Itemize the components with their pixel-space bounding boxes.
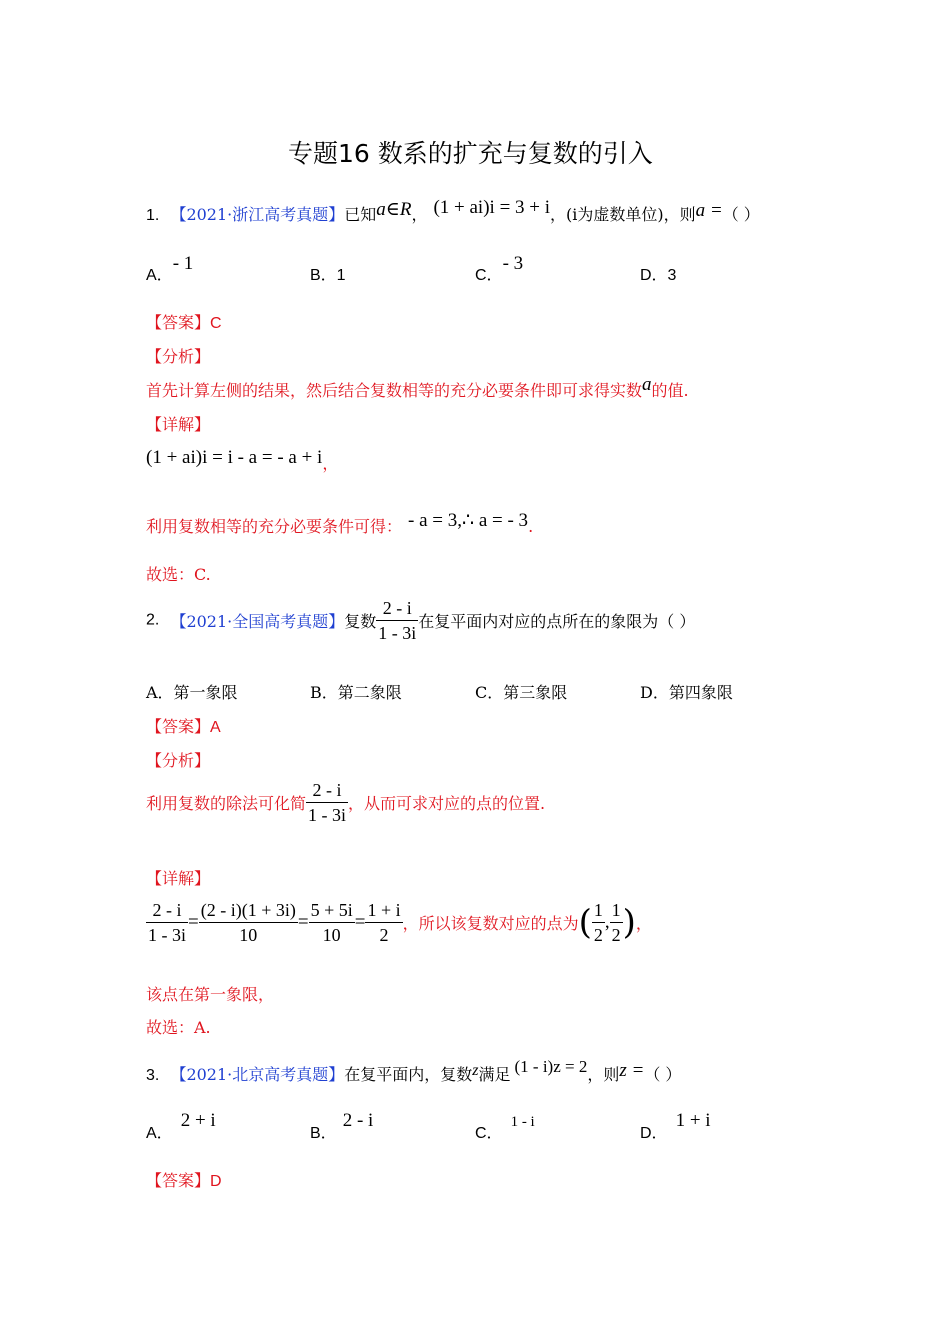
numerator: 1 — [592, 898, 605, 923]
question-text: 在复平面内，复数 — [344, 1065, 473, 1084]
numerator: 5 + 5i — [309, 898, 355, 923]
option-value: - 1 — [172, 253, 194, 274]
denominator: 10 — [239, 925, 258, 945]
option-a: A．第一象限 — [146, 683, 238, 702]
question-text-3: ，则 — [587, 1065, 620, 1084]
analysis-end: 的值. — [651, 381, 689, 400]
option-label: C． — [475, 1125, 503, 1142]
analysis-text — [146, 374, 689, 402]
point-y — [610, 898, 623, 947]
answer-value: A — [210, 719, 221, 736]
equals-sign: = — [188, 911, 199, 933]
page-title: 专题16 数系的扩充与复数的引入 — [288, 139, 653, 168]
math-z: z = — [619, 1060, 645, 1081]
left-paren: ( — [578, 902, 592, 943]
fraction-3 — [309, 898, 355, 947]
math-a: a — [642, 374, 652, 395]
question-text: 复数 — [344, 612, 377, 631]
detail-line-1 — [146, 898, 652, 947]
question-text-2: 在复平面内对应的点所在的象限为（ ） — [418, 612, 696, 631]
math-equation: (1 - i)z = 2 — [514, 1057, 588, 1076]
comma: ， — [322, 454, 339, 473]
fraction-1 — [146, 898, 188, 947]
option-b: B．第二象限 — [310, 683, 402, 702]
answer-label: 【答案】 — [146, 717, 211, 736]
answer-line — [146, 714, 221, 737]
comma: ， — [411, 205, 428, 224]
option-value: 2 - i — [342, 1110, 374, 1131]
numerator: 1 — [610, 898, 623, 923]
question-number: 1. — [146, 207, 160, 224]
analysis-body: 利用复数的除法可化简 — [146, 794, 307, 813]
period: . — [528, 517, 534, 536]
detail-line-2 — [146, 510, 534, 538]
numerator: 1 + i — [365, 898, 402, 923]
detail-label: 【详解】 — [146, 415, 211, 434]
question-text: 已知 — [344, 205, 377, 224]
option-label: B． — [310, 1125, 337, 1142]
equals-sign: = — [354, 911, 366, 933]
equals-sign: = — [297, 911, 309, 933]
option-value: 1 - i — [510, 1114, 535, 1130]
option-c — [475, 1114, 535, 1143]
option-b — [310, 262, 346, 285]
math-condition: a∈R — [376, 199, 412, 220]
option-a — [146, 1110, 216, 1144]
question-2 — [146, 596, 695, 645]
source-tag: 【2021·浙江高考真题】 — [170, 205, 345, 224]
math-equation: (1 + ai)i = 3 + i — [433, 197, 551, 218]
numerator: 2 - i — [376, 596, 418, 621]
answer-line — [146, 1168, 222, 1191]
answer-paren: （ ） — [722, 205, 760, 224]
question-text-2: ，(i为虚数单位)，则 — [550, 205, 696, 224]
option-label: B．1 — [310, 267, 346, 284]
option-d: D．第四象限 — [640, 683, 733, 702]
question-number: 2. — [146, 611, 160, 629]
option-label: D． — [640, 1125, 668, 1142]
math-equation: (1 + ai)i = i - a = - a + i — [146, 447, 323, 468]
analysis-body: 首先计算左侧的结果，然后结合复数相等的充分必要条件即可求得实数 — [146, 381, 643, 400]
option-d — [640, 262, 676, 285]
option-d — [640, 1110, 711, 1144]
fraction-4 — [365, 898, 402, 947]
source-tag: 【2021·全国高考真题】 — [170, 612, 345, 631]
answer-value: D — [210, 1173, 222, 1190]
comma: ， — [635, 914, 652, 933]
numerator: 2 - i — [146, 898, 188, 923]
math-fraction — [306, 778, 348, 827]
detail-text: ，所以该复数对应的点为 — [402, 914, 579, 933]
answer-line — [146, 310, 222, 333]
comma: , — [604, 911, 610, 933]
option-label: A． — [146, 267, 173, 284]
math-z: z — [472, 1062, 479, 1079]
question-3 — [146, 1057, 682, 1086]
analysis-end: ，从而可求对应的点的位置. — [348, 794, 546, 813]
answer-label: 【答案】 — [146, 1171, 211, 1190]
fraction-2 — [199, 898, 298, 947]
answer-value: C — [210, 315, 222, 332]
option-b — [310, 1110, 374, 1144]
analysis-label: 【分析】 — [146, 751, 211, 770]
option-label: C． — [475, 267, 503, 284]
option-label: D．3 — [640, 267, 677, 284]
detail-text: 利用复数相等的充分必要条件可得： — [146, 517, 403, 536]
option-value: 2 + i — [180, 1110, 216, 1131]
numerator: (2 - i)(1 + 3i) — [199, 898, 298, 923]
denominator: 2 — [593, 925, 603, 945]
analysis-text — [146, 778, 545, 827]
denominator: 1 - 3i — [378, 623, 417, 643]
detail-line-2: 该点在第一象限， — [146, 985, 275, 1004]
option-c — [475, 253, 524, 286]
math-fraction — [376, 596, 418, 645]
question-number: 3. — [146, 1067, 160, 1084]
math-equation: - a = 3,∴ a = - 3 — [408, 510, 529, 531]
denominator: 2 — [611, 925, 621, 945]
option-value: - 3 — [502, 253, 524, 274]
numerator: 2 - i — [306, 778, 348, 803]
question-text-2: 满足 — [478, 1065, 511, 1084]
option-c: C．第三象限 — [475, 683, 568, 702]
option-a — [146, 253, 194, 286]
choose-line: 故选：A. — [146, 1018, 211, 1037]
detail-label: 【详解】 — [146, 869, 211, 888]
analysis-label: 【分析】 — [146, 347, 211, 366]
denominator: 10 — [322, 925, 341, 945]
question-1 — [146, 197, 760, 226]
right-paren: ) — [622, 902, 636, 943]
source-tag: 【2021·北京高考真题】 — [170, 1065, 345, 1084]
math-a: a = — [695, 200, 723, 221]
option-value: 1 + i — [675, 1110, 711, 1131]
option-label: A． — [146, 1125, 173, 1142]
detail-line-1 — [146, 445, 339, 473]
denominator: 1 - 3i — [308, 805, 347, 825]
denominator: 1 - 3i — [148, 925, 186, 945]
denominator: 2 — [379, 925, 389, 945]
point-x — [592, 898, 605, 947]
answer-label: 【答案】 — [146, 313, 211, 332]
answer-paren: （ ） — [644, 1065, 682, 1084]
choose-line: 故选：C. — [146, 565, 211, 584]
